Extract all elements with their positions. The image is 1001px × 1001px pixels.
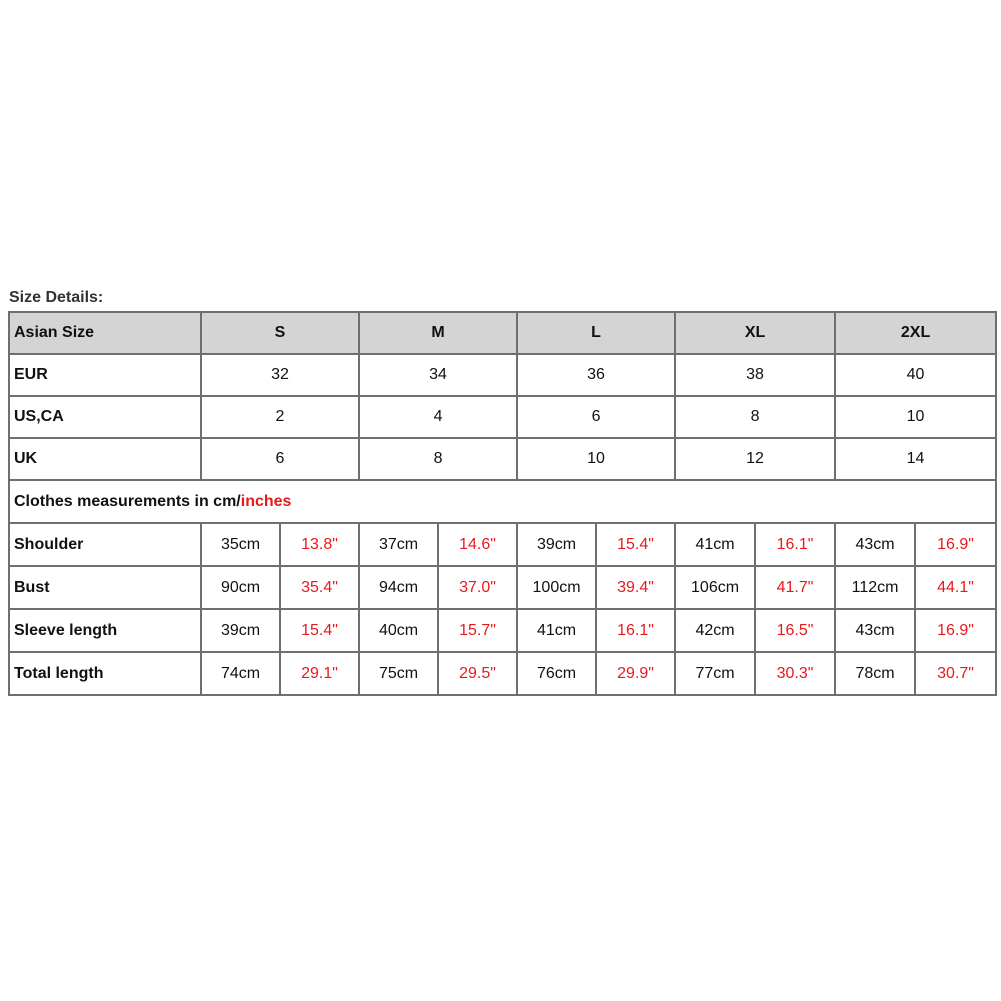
inch-cell: 35.4" [280,566,359,609]
section-heading-inches: inches [240,492,292,510]
size-header-cell: 2XL [835,312,996,354]
cm-cell: 37cm [359,523,438,566]
table-cell: 6 [201,438,359,480]
measurements-section-heading [9,480,996,523]
inch-cell: 44.1" [915,566,996,609]
cm-cell: 100cm [517,566,596,609]
size-header-cell: XL [675,312,835,354]
cm-cell: 75cm [359,652,438,695]
inch-cell: 15.7" [438,609,517,652]
table-cell: 32 [201,354,359,396]
inch-cell: 29.9" [596,652,675,695]
conversion-row-uk [9,438,996,480]
row-label: Bust [9,566,201,609]
row-label: UK [9,438,201,480]
cm-cell: 35cm [201,523,280,566]
table-cell: 40 [835,354,996,396]
inch-cell: 29.1" [280,652,359,695]
cm-cell: 76cm [517,652,596,695]
cm-cell: 112cm [835,566,915,609]
cm-cell: 43cm [835,523,915,566]
cm-cell: 74cm [201,652,280,695]
inch-cell: 16.1" [755,523,835,566]
table-cell: 2 [201,396,359,438]
inch-cell: 30.3" [755,652,835,695]
row-label: EUR [9,354,201,396]
size-header-cell: M [359,312,517,354]
conversion-row-eur [9,354,996,396]
header-label-cell: Asian Size [9,312,201,354]
cm-cell: 78cm [835,652,915,695]
table-cell: 6 [517,396,675,438]
inch-cell: 16.5" [755,609,835,652]
inch-cell: 16.9" [915,609,996,652]
inch-cell: 15.4" [596,523,675,566]
header-row [9,312,996,354]
cm-cell: 42cm [675,609,755,652]
table-cell: 10 [517,438,675,480]
row-label: Shoulder [9,523,201,566]
inch-cell: 16.9" [915,523,996,566]
inch-cell: 29.5" [438,652,517,695]
cm-cell: 90cm [201,566,280,609]
table-cell: 4 [359,396,517,438]
cm-cell: 39cm [201,609,280,652]
inch-cell: 14.6" [438,523,517,566]
inch-cell: 16.1" [596,609,675,652]
table-cell: 12 [675,438,835,480]
inch-cell: 15.4" [280,609,359,652]
row-label: US,CA [9,396,201,438]
cm-cell: 39cm [517,523,596,566]
table-cell: 36 [517,354,675,396]
size-chart-table [8,311,997,696]
size-details-caption: Size Details: [9,289,104,306]
measurement-row-shoulder [9,523,996,566]
section-heading-prefix: Clothes measurements in cm/ [14,492,241,510]
inch-cell: 39.4" [596,566,675,609]
row-label: Sleeve length [9,609,201,652]
row-label: Total length [9,652,201,695]
size-header-cell: L [517,312,675,354]
measurements-section-row [9,480,996,523]
measurement-row-total-length [9,652,996,695]
cm-cell: 40cm [359,609,438,652]
table-cell: 8 [675,396,835,438]
inch-cell: 41.7" [755,566,835,609]
measurement-row-sleeve-length [9,609,996,652]
inch-cell: 13.8" [280,523,359,566]
cm-cell: 77cm [675,652,755,695]
table-cell: 38 [675,354,835,396]
table-cell: 10 [835,396,996,438]
cm-cell: 41cm [517,609,596,652]
inch-cell: 30.7" [915,652,996,695]
conversion-row-us-ca [9,396,996,438]
table-cell: 14 [835,438,996,480]
measurement-row-bust [9,566,996,609]
cm-cell: 94cm [359,566,438,609]
table-cell: 34 [359,354,517,396]
cm-cell: 43cm [835,609,915,652]
inch-cell: 37.0" [438,566,517,609]
size-header-cell: S [201,312,359,354]
table-cell: 8 [359,438,517,480]
cm-cell: 106cm [675,566,755,609]
cm-cell: 41cm [675,523,755,566]
